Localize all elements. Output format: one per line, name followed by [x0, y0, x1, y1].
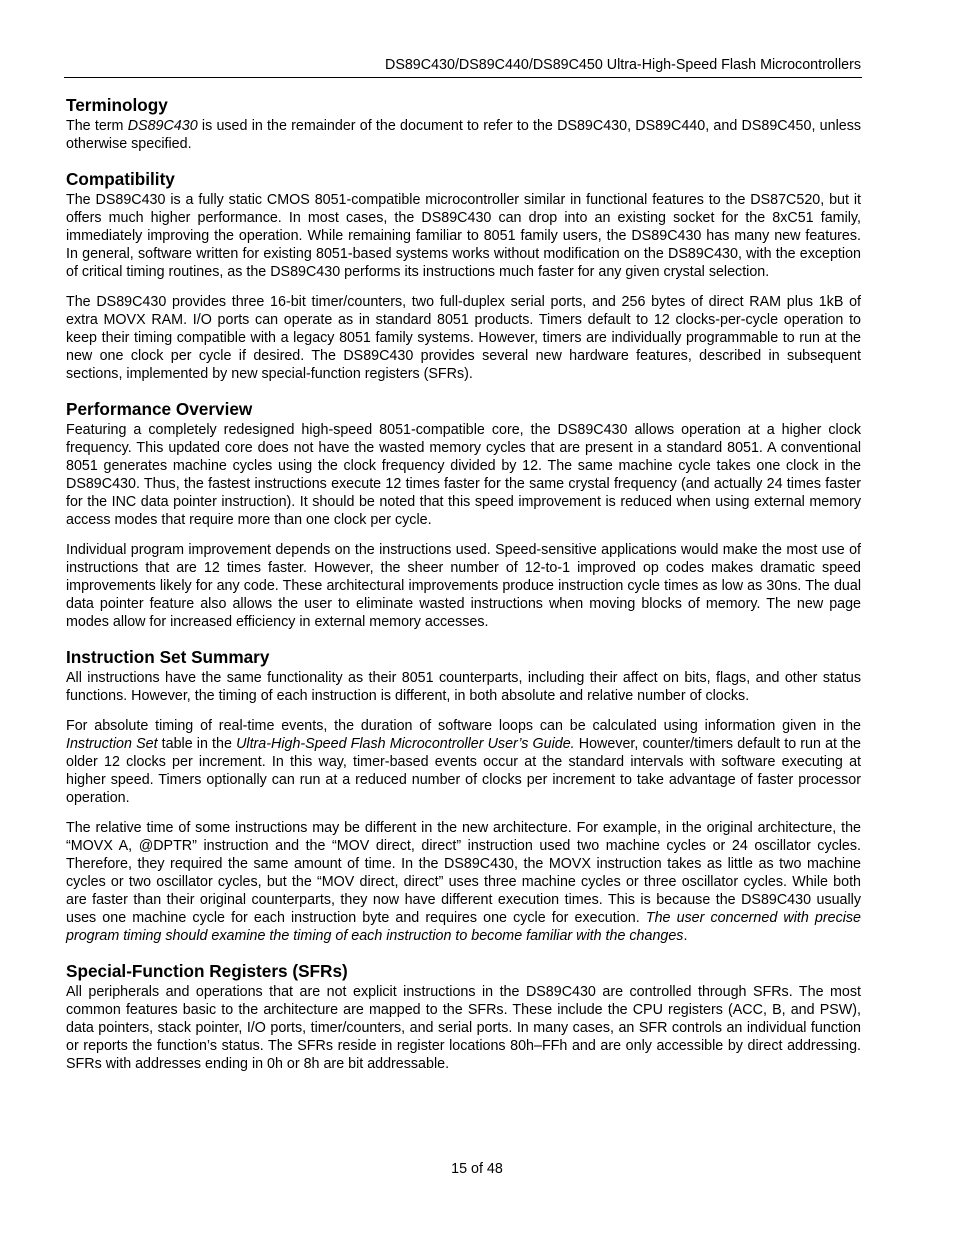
text-run: However, counter/timers default to run at the older 12 clocks per increment. In this way, timer-based events occur at the standard intervals with software executing at higher speed. Timers optionally can run at a reduced number of clocks per increment to take advantage of faster processor operation.: [66, 736, 862, 806]
page-content: [66, 93, 861, 1073]
paragraph: [66, 717, 861, 807]
paragraph: All instructions have the same functionality as their 8051 counterparts, including their affect on bits, flags, and other status functions. However, the timing of each instruction is different, in both absolute and relative number of clocks.: [66, 670, 861, 704]
italic-note: The user concerned with precise program timing should examine the timing of each instruction to become familiar with the changes: [66, 910, 861, 944]
paragraph: Featuring a completely redesigned high-speed 8051-compatible core, the DS89C430 allows operation at a higher clock frequency. This updated core does not have the wasted memory cycles that are present in a standard 8051. A conventional 8051 generates machine cycles using the clock frequency divided by 12. The same machine cycle takes one clock in the DS89C430. Thus, the fastest instructions execute 12 times faster for the same crystal frequency (and actually 24 times faster for the INC data pointer instruction). It should be noted that this speed improvement is reduced when using external memory access modes that require more than one clock per cycle.: [66, 422, 861, 528]
text-run: .: [683, 928, 688, 944]
italic-reference: Instruction Set: [66, 736, 158, 752]
text-run: The relative time of some instructions may be different in the new architecture. For example, in the original architecture, the “MOVX A, @DPTR” instruction and the “MOV direct, direct” instruction used two machine cycles or 24 oscillator cycles. Therefore, they required the same amount of time. In the DS89C430, the MOVX instruction takes as little as two machine cycles or two oscillator cycles, but the “MOV direct, direct” uses three machine cycles or three oscillator cycles. While both are faster than their original counterparts, they now have different execution times. This is because the DS89C430 usually uses one machine cycle for each instruction byte and requires one cycle for execution.: [66, 820, 861, 926]
section-heading: Compatibility: [66, 169, 175, 189]
text-run: For absolute timing of real-time events, the duration of software loops can be calculated using information given in the: [66, 718, 861, 734]
section-instruction-set-summary: [66, 645, 861, 945]
text-run: table in the: [157, 736, 237, 752]
italic-term: DS89C430: [127, 118, 198, 134]
text-run: is used in the remainder of the document to refer to the DS89C430, DS89C440, and DS89C450, unless otherwise specified.: [66, 118, 861, 152]
section-heading: Instruction Set Summary: [66, 647, 270, 667]
document-title: DS89C430/DS89C440/DS89C450 Ultra-High-Speed Flash Microcontrollers: [385, 57, 861, 73]
section-heading: Special-Function Registers (SFRs): [66, 961, 348, 981]
section-terminology: [66, 93, 861, 153]
italic-reference: Ultra-High-Speed Flash Microcontroller User’s Guide.: [236, 736, 575, 752]
paragraph: [66, 819, 861, 945]
section-compatibility: [66, 167, 861, 383]
paragraph: The DS89C430 is a fully static CMOS 8051-compatible microcontroller similar in functional features to the DS87C520, but it offers much higher performance. In most cases, the DS89C430 can drop into an existing socket for the 8xC51 family, immediately improving the operation. While remaining familiar to 8051 family users, the DS89C430 has many new features. In general, software written for existing 8051-based systems works without modification on the DS89C430, with the exception of critical timing routines, as the DS89C430 performs its instructions much faster for any given crystal selection.: [66, 192, 861, 280]
paragraph: [66, 117, 861, 153]
section-special-function-registers: [66, 959, 861, 1073]
section-heading: Terminology: [66, 95, 168, 115]
page-number: 15 of 48: [451, 1161, 503, 1177]
section-heading: Performance Overview: [66, 399, 253, 419]
section-performance-overview: [66, 397, 861, 631]
paragraph: All peripherals and operations that are not explicit instructions in the DS89C430 are controlled through SFRs. The most common features basic to the architecture are mapped to the SFRs. These include the CPU registers (ACC, B, and PSW), data pointers, stack pointer, I/O ports, timer/counters, and serial ports. In many cases, an SFR controls an individual function or reports the function’s status. The SFRs reside in register locations 80h–FFh and are only accessible by direct addressing. SFRs with addresses ending in 0h or 8h are bit addressable.: [66, 984, 861, 1072]
page-header: [64, 55, 862, 78]
text-run: The term: [66, 118, 128, 134]
paragraph: Individual program improvement depends on the instructions used. Speed-sensitive applications would make the most use of instructions that are 12 times faster. However, the sheer number of 12-to-1 improved op codes makes dramatic speed improvements likely for any code. These architectural improvements produce instruction cycle times as low as 30ns. The dual data pointer feature also allows the user to eliminate wasted instructions when moving blocks of memory. The new page modes allow for increased efficiency in external memory accesses.: [66, 542, 861, 630]
paragraph: The DS89C430 provides three 16-bit timer/counters, two full-duplex serial ports, and 256 bytes of direct RAM plus 1kB of extra MOVX RAM. I/O ports can operate as in standard 8051 products. Timers default to 12 clocks-per-cycle operation to keep their timing compatible with a legacy 8051 family systems. However, timers are individually programmable to run at the new one clock per cycle if desired. The DS89C430 provides several new hardware features, described in subsequent sections, implemented by new special-function registers (SFRs).: [66, 294, 861, 382]
